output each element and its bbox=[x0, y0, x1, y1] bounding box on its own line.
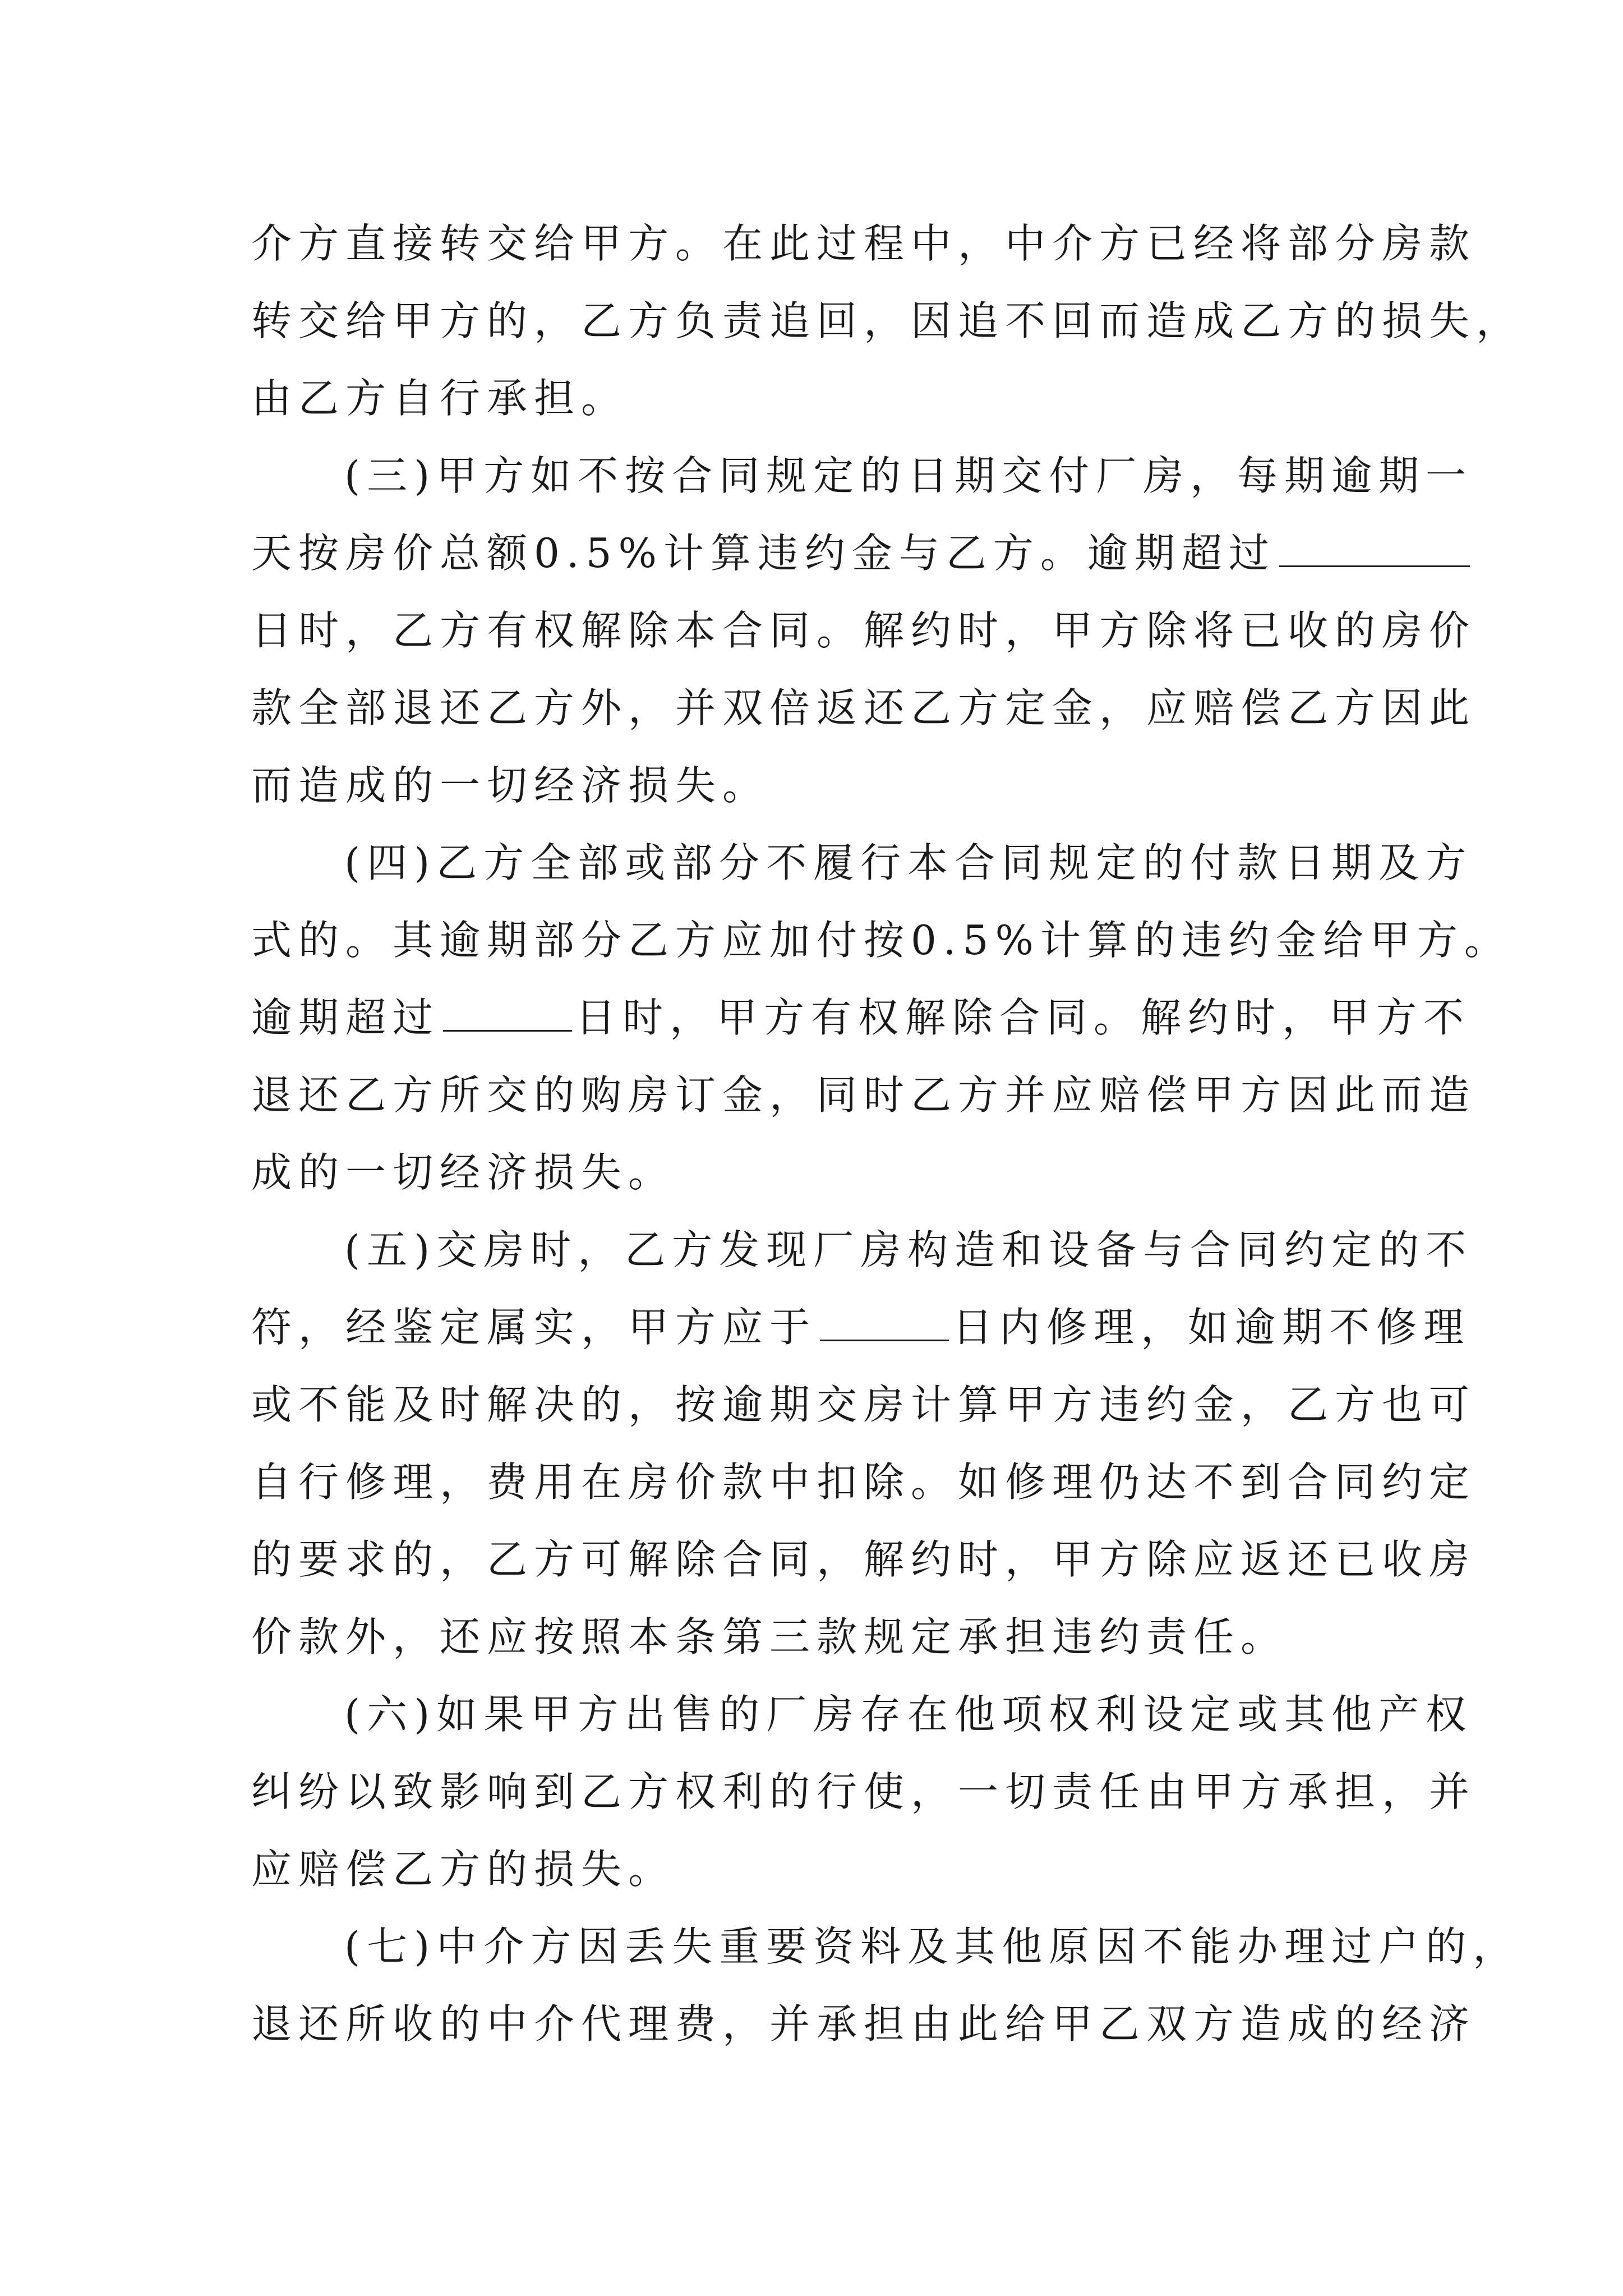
clause-4-text: 逾期超过 bbox=[251, 994, 440, 1041]
clause-3 bbox=[251, 437, 1477, 824]
clause-3-text: 天按房价总额0.5%计算违约金与乙方。逾期超过 bbox=[251, 530, 1276, 577]
clause-5-line: (五)交房时，乙方发现厂房构造和设备与合同约定的不 bbox=[344, 1226, 1473, 1273]
paragraph-continuation bbox=[251, 205, 1524, 437]
clause-4-line: (四)乙方全部或部分不履行本合同规定的付款日期及方 bbox=[344, 839, 1473, 886]
text-line: 由乙方自行承担。 bbox=[251, 375, 629, 422]
clause-4 bbox=[251, 824, 1511, 1211]
clause-5-line: 自行修理，费用在房价款中扣除。如修理仍达不到合同约定 bbox=[251, 1458, 1477, 1506]
clause-5-text: 符，经鉴定属实，甲方应于 bbox=[251, 1304, 817, 1351]
clause-4-line: 退还乙方所交的购房订金，同时乙方并应赔偿甲方因此而造 bbox=[251, 1071, 1477, 1119]
clause-4-line: 式的。其逾期部分乙方应加付按0.5%计算的违约金给甲方。 bbox=[251, 917, 1511, 964]
clause-3-line: 款全部退还乙方外，并双倍返还乙方定金，应赔偿乙方因此 bbox=[251, 684, 1477, 731]
clause-3-line: 日时，乙方有权解除本合同。解约时，甲方除将已收的房价 bbox=[251, 607, 1477, 654]
clause-3-line: 而造成的一切经济损失。 bbox=[251, 762, 770, 809]
fill-in-blank[interactable] bbox=[820, 1306, 949, 1341]
clause-7-line: (七)中介方因丢失重要资料及其他原因不能办理过户的， bbox=[344, 1923, 1520, 1970]
document-body bbox=[251, 205, 1524, 2063]
clause-3-line: (三)甲方如不按合同规定的日期交付厂房，每期逾期一 bbox=[344, 452, 1473, 499]
clause-5-line: 或不能及时解决的，按逾期交房计算甲方违约金，乙方也可 bbox=[251, 1381, 1477, 1428]
clause-5-line bbox=[251, 1289, 1471, 1366]
clause-3-line bbox=[251, 514, 1401, 592]
clause-5-line: 的要求的，乙方可解除合同，解约时，甲方除应返还已收房 bbox=[251, 1536, 1477, 1583]
clause-7-line: 退还所收的中介代理费，并承担由此给甲乙双方造成的经济 bbox=[251, 2000, 1477, 2047]
clause-6-line: 纠纷以致影响到乙方权利的行使，一切责任由甲方承担，并 bbox=[251, 1768, 1477, 1815]
clause-6 bbox=[251, 1676, 1477, 1908]
clause-5-line: 价款外，还应按照本条第三款规定承担违约责任。 bbox=[251, 1613, 1288, 1660]
clause-6-line: (六)如果甲方出售的厂房存在他项权利设定或其他产权 bbox=[344, 1691, 1473, 1738]
clause-6-line: 应赔偿乙方的损失。 bbox=[251, 1846, 676, 1893]
clause-5-text: 日内修理，如逾期不修理 bbox=[952, 1304, 1471, 1351]
clause-4-line: 成的一切经济损失。 bbox=[251, 1149, 676, 1196]
fill-in-blank[interactable] bbox=[443, 996, 572, 1032]
clause-4-line bbox=[251, 979, 1471, 1056]
text-line: 介方直接转交给甲方。在此过程中，中介方已经将部分房款 bbox=[251, 220, 1477, 267]
clause-5 bbox=[251, 1211, 1477, 1676]
fill-in-blank[interactable] bbox=[1279, 532, 1470, 567]
text-line: 转交给甲方的，乙方负责追回，因追不回而造成乙方的损失， bbox=[251, 297, 1524, 344]
clause-7 bbox=[251, 1908, 1520, 2063]
clause-4-text: 日时，甲方有权解除合同。解约时，甲方不 bbox=[575, 994, 1471, 1041]
